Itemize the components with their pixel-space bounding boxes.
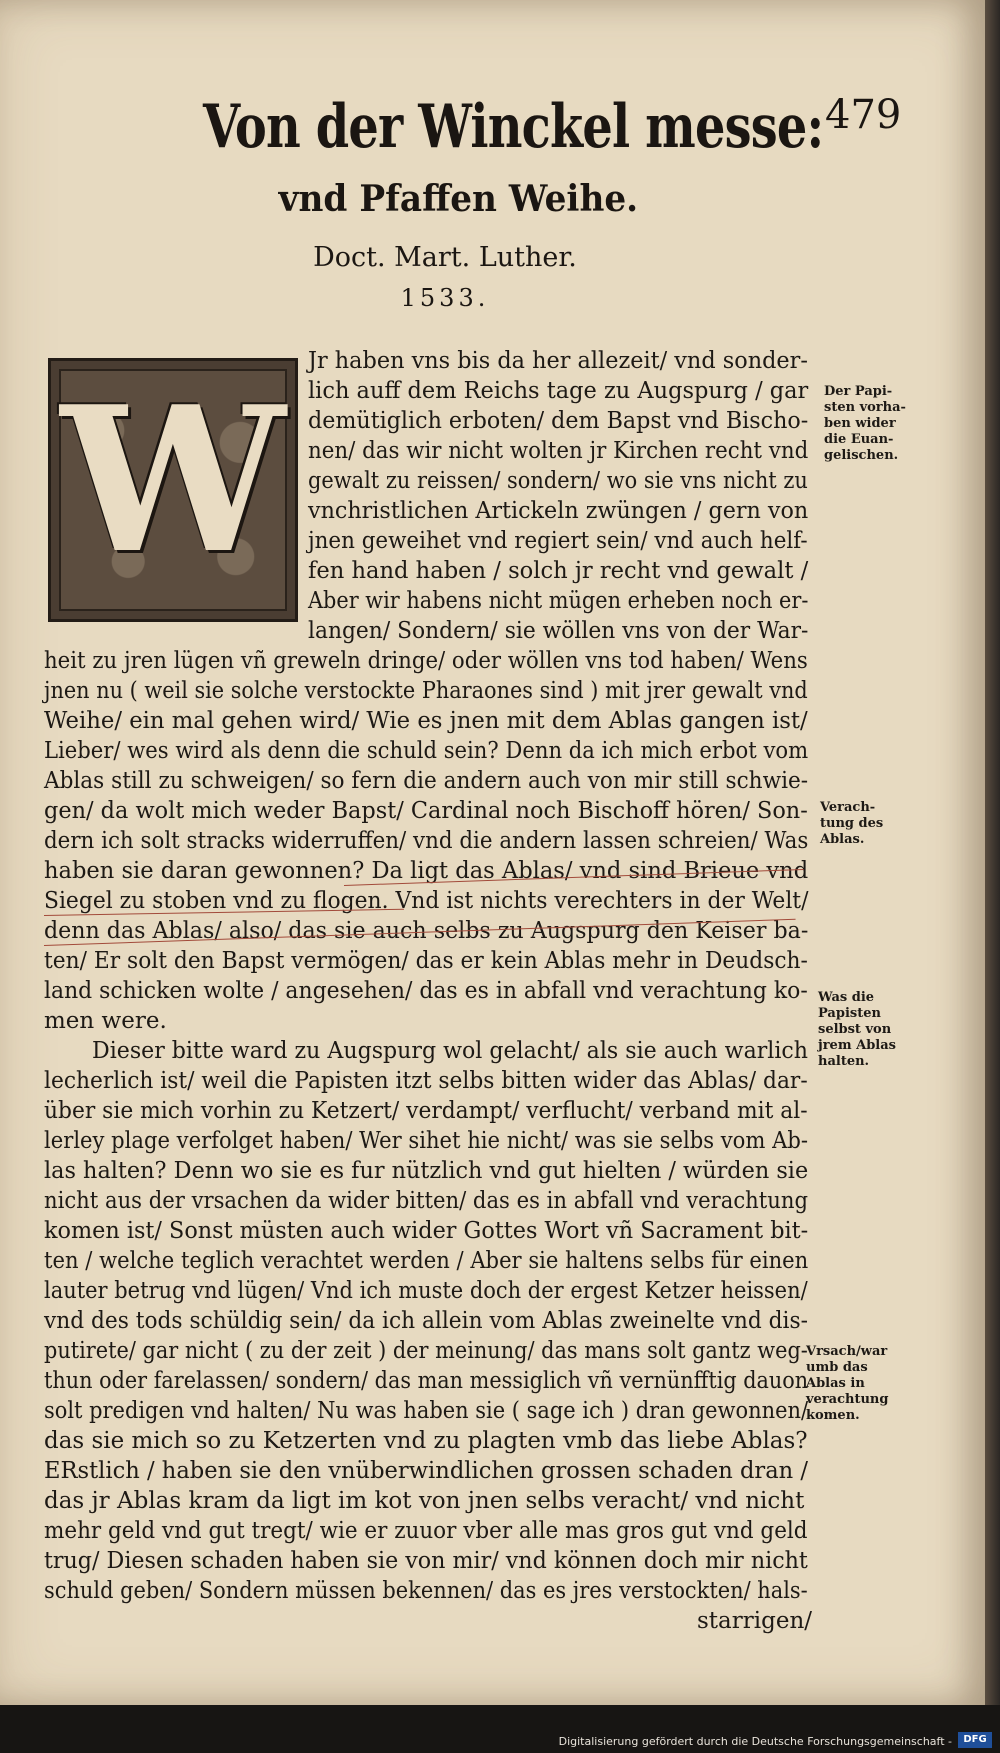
body-line: putirete/ gar nicht ( zu der zeit ) der meinung/ das mans solt gantz weg- bbox=[44, 1338, 808, 1364]
body-line: schuld geben/ Sondern müssen bekennen/ das es jres verstockten/ hals- bbox=[44, 1578, 808, 1604]
margin-note-line: jrem Ablas bbox=[818, 1038, 896, 1053]
body-line: land schicken wolte / angesehen/ das es in abfall vnd verachtung ko- bbox=[44, 978, 808, 1004]
body-line: Weihe/ ein mal gehen wird/ Wie es jnen mit dem Ablas gangen ist/ bbox=[44, 708, 808, 734]
body-line: heit zu jren lügen vñ greweln dringe/ oder wöllen vns tod haben/ Wens bbox=[44, 648, 808, 674]
body-line: Lieber/ wes wird als denn die schuld sein? Denn da ich mich erbot vom bbox=[44, 738, 809, 764]
page-title: Von der Winckel messe: bbox=[202, 92, 824, 162]
body-line: haben sie daran gewonnen? Da ligt das Ablas/ vnd sind Brieue vnd bbox=[44, 858, 809, 884]
body-line: denn das Ablas/ also/ das sie auch selbs zu Augspurg den Keiser ba- bbox=[44, 918, 809, 944]
drop-cap-woodcut bbox=[48, 358, 298, 622]
drop-cap-letter: W bbox=[60, 363, 286, 598]
body-line: ten/ Er solt den Bapst vermögen/ das er kein Ablas mehr in Deudsch- bbox=[44, 948, 808, 974]
margin-note-line: Verach- bbox=[820, 800, 876, 815]
body-line: lerley plage verfolget haben/ Wer sihet hie nicht/ was sie selbs vom Ab- bbox=[44, 1128, 808, 1154]
body-line: über sie mich vorhin zu Ketzert/ verdampt/ verflucht/ verband mit al- bbox=[44, 1098, 808, 1124]
year-line: 1533. bbox=[400, 284, 490, 312]
body-line: nicht aus der vrsachen da wider bitten/ das es in abfall vnd verachtung bbox=[44, 1188, 808, 1214]
body-line: gen/ da wolt mich weder Bapst/ Cardinal noch Bischoff hören/ Son- bbox=[44, 798, 808, 824]
body-line: men were. bbox=[44, 1008, 167, 1034]
catchword: starrigen/ bbox=[697, 1608, 812, 1634]
margin-note bbox=[806, 1344, 888, 1424]
margin-note-line: Vrsach/war bbox=[806, 1344, 888, 1359]
margin-note bbox=[820, 800, 883, 848]
margin-note-line: tung des bbox=[820, 816, 884, 831]
margin-note-line: selbst von bbox=[818, 1022, 892, 1037]
margin-note-line: umb das bbox=[806, 1360, 868, 1375]
body-line: langen/ Sondern/ sie wöllen vns von der War- bbox=[308, 618, 809, 644]
margin-note-line: sten vorha- bbox=[824, 400, 906, 415]
body-line: Dieser bitte ward zu Augspurg wol gelacht/ als sie auch warlich bbox=[92, 1038, 808, 1064]
body-line: nen/ das wir nicht wolten jr Kirchen recht vnd bbox=[308, 438, 809, 464]
margin-note-line: Ablas. bbox=[820, 832, 865, 847]
margin-note-line: Was die bbox=[818, 990, 875, 1005]
dfg-logo: DFG bbox=[958, 1732, 992, 1748]
body-line: dern ich solt stracks widerruffen/ vnd die andern lassen schreien/ Was bbox=[44, 828, 809, 854]
body-line: ten / welche teglich verachtet werden / Aber sie haltens selbs für einen bbox=[44, 1248, 809, 1274]
body-line: Aber wir habens nicht mügen erheben noch er- bbox=[308, 588, 809, 614]
body-line: das sie mich so zu Ketzerten vnd zu plagten vmb das liebe Ablas? bbox=[44, 1428, 808, 1454]
body-line: Jr haben vns bis da her allezeit/ vnd sonder- bbox=[308, 348, 808, 374]
body-line: das jr Ablas kram da ligt im kot von jnen selbs veracht/ vnd nicht bbox=[44, 1488, 805, 1514]
margin-note-line: verachtung bbox=[806, 1392, 889, 1407]
margin-note-line: Ablas in bbox=[806, 1376, 865, 1391]
margin-note-line: Der Papi- bbox=[824, 384, 893, 399]
body-line: Siegel zu stoben vnd zu flogen. Vnd ist nichts verechters in der Welt/ bbox=[44, 888, 809, 914]
margin-note-line: die Euan- bbox=[824, 432, 894, 447]
body-line: jnen geweihet vnd regiert sein/ vnd auch helf- bbox=[308, 528, 808, 554]
author-line: Doct. Mart. Luther. bbox=[313, 242, 577, 273]
body-line: fen hand haben / solch jr recht vnd gewalt / bbox=[308, 558, 809, 584]
body-line: lecherlich ist/ weil die Papisten itzt selbs bitten wider das Ablas/ dar- bbox=[44, 1068, 808, 1094]
body-line: komen ist/ Sonst müsten auch wider Gottes Wort vñ Sacrament bit- bbox=[44, 1218, 809, 1244]
body-line: vnchristlichen Artickeln zwüngen / gern von bbox=[308, 498, 809, 524]
margin-note bbox=[824, 384, 906, 464]
page-edge bbox=[985, 0, 1000, 1705]
body-line: lauter betrug vnd lügen/ Vnd ich muste doch der ergest Ketzer heissen/ bbox=[44, 1278, 808, 1304]
footer-credit: Digitalisierung gefördert durch die Deutsche Forschungsgemeinschaft - bbox=[558, 1735, 952, 1748]
margin-note-line: komen. bbox=[806, 1408, 860, 1423]
margin-note-line: halten. bbox=[818, 1054, 870, 1069]
margin-note-line: ben wider bbox=[824, 416, 896, 431]
body-line: vnd des tods schüldig sein/ da ich allein vom Ablas zweinelte vnd dis- bbox=[44, 1308, 808, 1334]
margin-note-line: Papisten bbox=[818, 1006, 881, 1021]
body-line: demütiglich erboten/ dem Bapst vnd Bischo- bbox=[308, 408, 809, 434]
body-line: mehr geld vnd gut tregt/ wie er zuuor vber alle mas gros gut vnd geld bbox=[44, 1518, 808, 1544]
body-line: ERstlich / haben sie den vnüberwindlichen grossen schaden dran / bbox=[44, 1458, 809, 1484]
body-line: Ablas still zu schweigen/ so fern die andern auch von mir still schwie- bbox=[44, 768, 809, 794]
body-line: lich auff dem Reichs tage zu Augspurg / gar bbox=[308, 378, 809, 404]
page-number: 479 bbox=[825, 92, 902, 138]
body-line: thun oder farelassen/ sondern/ das man messiglich vñ vernünfftig dauon bbox=[44, 1368, 809, 1394]
margin-note bbox=[818, 990, 896, 1070]
page-subtitle: vnd Pfaffen Weihe. bbox=[278, 178, 639, 220]
body-line: jnen nu ( weil sie solche verstockte Pharaones sind ) mit jrer gewalt vnd bbox=[44, 678, 808, 704]
body-line: las halten? Denn wo sie es fur nützlich vnd gut hielten / würden sie bbox=[44, 1158, 809, 1184]
margin-note-line: gelischen. bbox=[824, 448, 899, 463]
body-line: gewalt zu reissen/ sondern/ wo sie vns nicht zu bbox=[308, 468, 808, 494]
body-line: solt predigen vnd halten/ Nu was haben sie ( sage ich ) dran gewonnen/ bbox=[44, 1398, 809, 1424]
body-line: trug/ Diesen schaden haben sie von mir/ vnd können doch mir nicht bbox=[44, 1548, 808, 1574]
